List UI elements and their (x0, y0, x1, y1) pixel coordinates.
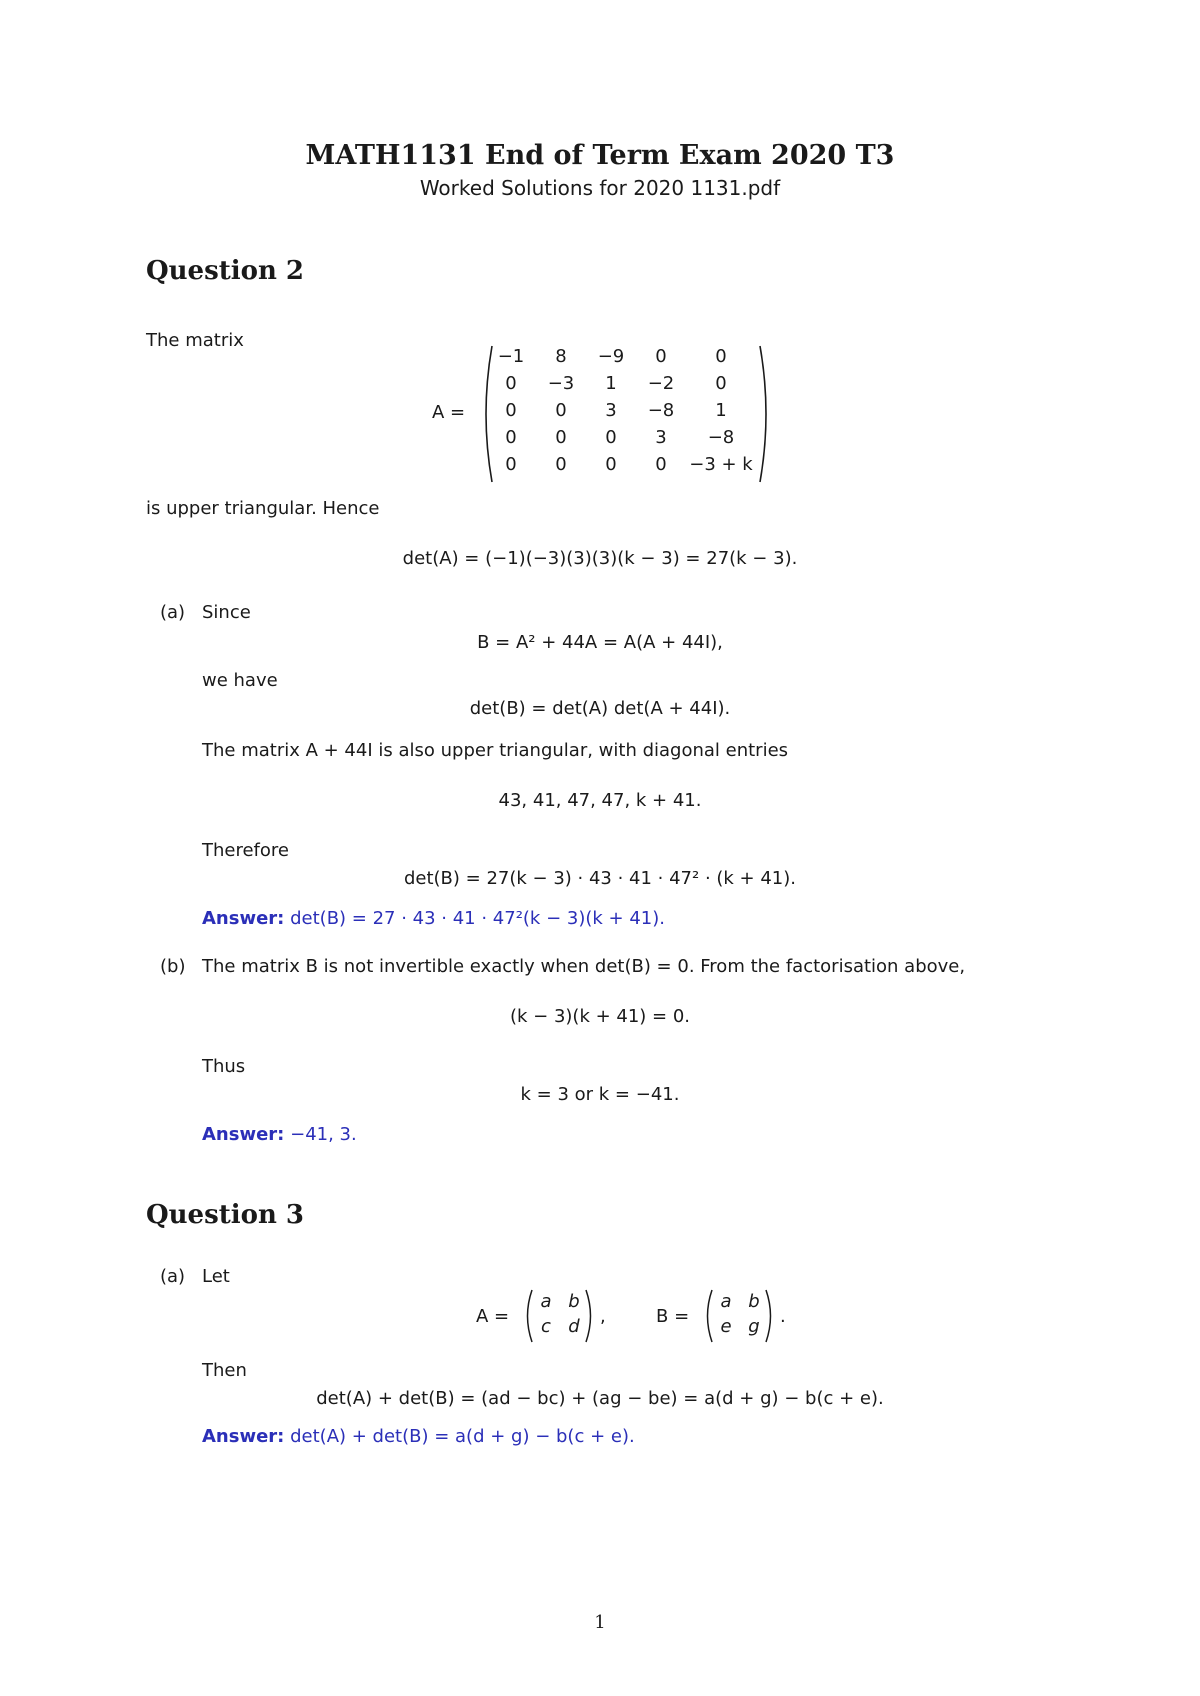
matrix-cell: a (720, 1291, 732, 1312)
matrix-cell: g (748, 1316, 760, 1337)
matrix-cell: 0 (655, 346, 667, 367)
q2-a-also-upper-text: The matrix A + 44I is also upper triangular, with diagonal entries (202, 740, 789, 761)
matrix-cell: 8 (555, 346, 567, 367)
q2-a-answer (202, 908, 665, 929)
matrix-cell: −2 (647, 373, 675, 394)
matrix-cell: d (568, 1316, 580, 1337)
q3-matrix-b-label: B = (656, 1306, 690, 1327)
matrix-cell: 0 (605, 427, 617, 448)
matrix-cell: −8 (707, 427, 735, 448)
matrix-cell: b (748, 1291, 760, 1312)
matrix-cell: −3 (547, 373, 575, 394)
document-subtitle: Worked Solutions for 2020 1131.pdf (419, 176, 781, 200)
matrix-cell: 0 (715, 346, 727, 367)
q2-part-a-label: (a) (160, 602, 186, 623)
matrix-cell: 0 (505, 400, 517, 421)
q2-intro: The matrix (146, 330, 244, 351)
answer-label: Answer: (202, 1426, 285, 1447)
matrix-cell: −8 (647, 400, 675, 421)
question-3-heading: Question 3 (146, 1200, 305, 1230)
q2-b-thus: Thus (202, 1056, 246, 1077)
document-page: MATH1131 End of Term Exam 2020 T3 Worked Solutions for 2020 1131.pdf Question 2 The matrix A = −1 8 −9 0 0 0 −3 1 −2 0 0 0 3 −8 1 0 0 0 3 −8 0 0 0 0 −3 + k is upper triangular. Hence det(A) = (−1)(−3)(3)(3)(k − 3) = 27(k − 3). (a) Since B = A² + 44A = A(A + 44I), we have det(B) = det(A) det(A + 44I). The matrix A + 44I is also upper triangular, with diagonal entries 43, 41, 47, 47, k + 41. Therefore det(B) = 27(k − 3) · 43 · 41 · 47² · (k + 41). Answer: det(B) = 27 · 43 · 41 · 47²(k − 3)(k + 41). (b) The matrix B is not invertible exactly when det(B) = 0. From the factorisation above, (k − 3)(k + 41) = 0. Thus k = 3 or k = −41. Answer: −41, 3. Question 3 (a) Let A = a b c d , B = a b e g . Then det(A) + det(B) = (ad − bc) + (ag − be) = a(d + g) − b(c + e). Answer: det(A) + det(B) = a(d + g) − b(c + e). 1 (0, 0, 1200, 1696)
matrix-cell: 0 (715, 373, 727, 394)
matrix-cell: −1 (497, 346, 525, 367)
q2-part-b-label: (b) (160, 956, 186, 977)
matrix-cell: 3 (605, 400, 617, 421)
matrix-cell: e (720, 1316, 732, 1337)
q2-a-we-have: we have (202, 670, 278, 691)
matrix-cell: b (568, 1291, 580, 1312)
matrix-cell: 0 (505, 454, 517, 475)
q3-matrix-a-label: A = (476, 1306, 510, 1327)
matrix-cell: 0 (655, 454, 667, 475)
q2-a-diagonal-entries: 43, 41, 47, 47, k + 41. (498, 790, 702, 811)
matrix-cell: 0 (605, 454, 617, 475)
q2-a-b-equation: B = A² + 44A = A(A + 44I), (477, 632, 723, 653)
matrix-cell: 0 (505, 373, 517, 394)
matrix-cell: c (541, 1316, 551, 1337)
q2-a-det-b-equation: det(B) = det(A) det(A + 44I). (469, 698, 731, 719)
q2-det-a-equation: det(A) = (−1)(−3)(3)(3)(k − 3) = 27(k − 3). (402, 548, 798, 569)
answer-label: Answer: (202, 1124, 285, 1145)
q3-a-answer (202, 1426, 635, 1447)
page-number: 1 (594, 1612, 606, 1633)
answer-value: det(A) + det(B) = a(d + g) − b(c + e). (290, 1426, 635, 1447)
q2-upper-triangular-text: is upper triangular. Hence (146, 498, 380, 519)
answer-value: −41, 3. (290, 1124, 357, 1145)
q3-a-then: Then (202, 1360, 247, 1381)
answer-label: Answer: (202, 908, 285, 929)
q3-matrix-b (702, 1288, 776, 1344)
matrix-cell: a (540, 1291, 552, 1312)
q2-b-solutions: k = 3 or k = −41. (520, 1084, 680, 1105)
matrix-cell: 3 (655, 427, 667, 448)
matrix-cell: −3 + k (689, 454, 753, 475)
q3-matrix-a (522, 1288, 596, 1344)
q2-b-text: The matrix B is not invertible exactly when det(B) = 0. From the factorisation above, (202, 956, 966, 977)
matrix-a (478, 344, 774, 484)
matrix-cell: 1 (715, 400, 727, 421)
question-2-heading: Question 2 (146, 256, 305, 286)
q3-a-let: Let (202, 1266, 230, 1287)
matrix-cell: 0 (555, 400, 567, 421)
q2-a-det-b-full: det(B) = 27(k − 3) · 43 · 41 · 47² · (k + 41). (403, 868, 797, 889)
matrix-cell: −9 (597, 346, 625, 367)
matrix-cell: 0 (555, 427, 567, 448)
q2-a-since: Since (202, 602, 251, 623)
matrix-a-label: A = (432, 402, 466, 423)
q2-b-equation: (k − 3)(k + 41) = 0. (509, 1006, 691, 1027)
q3-a-equation: det(A) + det(B) = (ad − bc) + (ag − be) = a(d + g) − b(c + e). (316, 1388, 884, 1409)
q2-b-answer (202, 1124, 357, 1145)
matrix-cell: 0 (505, 427, 517, 448)
document-title: MATH1131 End of Term Exam 2020 T3 (305, 140, 895, 171)
q3-part-a-label: (a) (160, 1266, 186, 1287)
right-paren-icon (758, 344, 774, 484)
q2-a-therefore: Therefore (202, 840, 289, 861)
matrix-cell: 0 (555, 454, 567, 475)
matrix-cell: 1 (605, 373, 617, 394)
answer-value: det(B) = 27 · 43 · 41 · 47²(k − 3)(k + 41). (290, 908, 665, 929)
